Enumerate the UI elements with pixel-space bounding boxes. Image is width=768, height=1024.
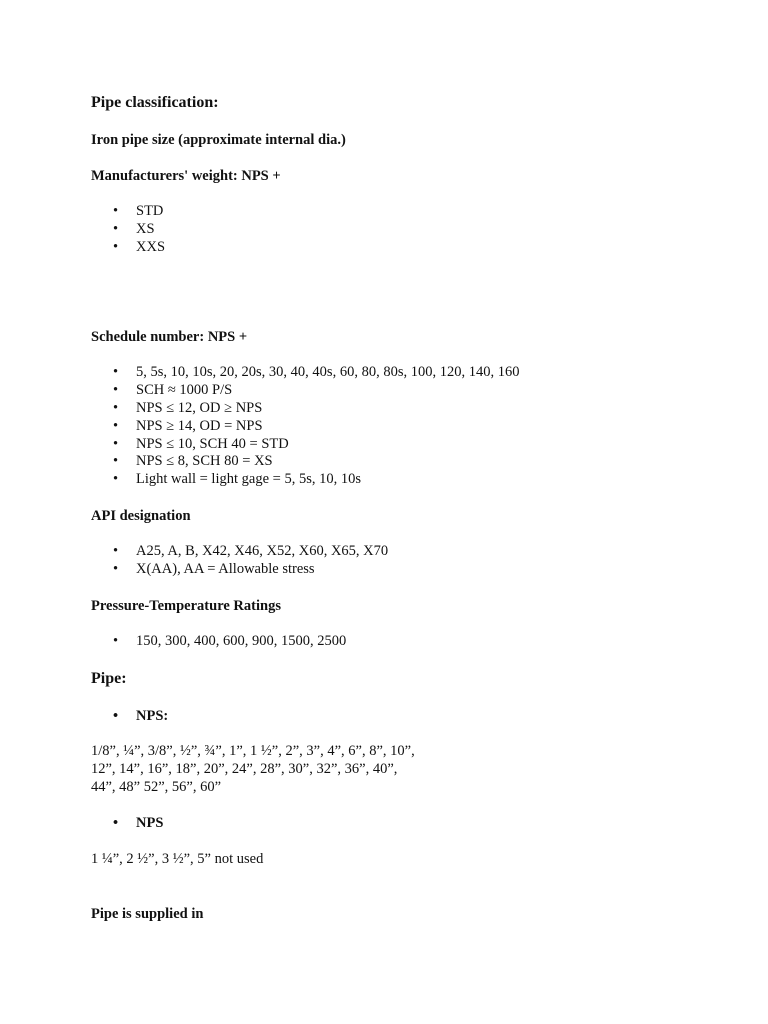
list-item: • 5, 5s, 10, 10s, 20, 20s, 30, 40, 40s, 60, 80, 80s, 100, 120, 140, 160 xyxy=(91,364,519,382)
list-item: • STD xyxy=(91,203,165,221)
nps-sizes-line: 12”, 14”, 16”, 18”, 20”, 24”, 28”, 30”, 32”, 36”, 40”, xyxy=(91,760,398,777)
list-item: • NPS: xyxy=(91,708,168,726)
list-item: • XXS xyxy=(91,239,165,257)
list-item: • NPS ≤ 12, OD ≥ NPS xyxy=(91,400,519,418)
list-item: • X(AA), AA = Allowable stress xyxy=(91,561,388,579)
api-designation-heading: API designation xyxy=(91,508,191,524)
pressure-temperature-heading: Pressure-Temperature Ratings xyxy=(91,598,281,614)
schedule-number-heading: Schedule number: NPS + xyxy=(91,329,248,345)
list-item: • XS xyxy=(91,221,165,239)
nps-not-used-text: 1 ¼”, 2 ½”, 3 ½”, 5” not used xyxy=(91,851,264,867)
list-item: • NPS ≤ 10, SCH 40 = STD xyxy=(91,436,519,454)
list-item: • A25, A, B, X42, X46, X52, X60, X65, X70 xyxy=(91,543,388,561)
pipe-supplied-heading: Pipe is supplied in xyxy=(91,906,204,922)
nps-list-2 xyxy=(91,815,163,833)
manufacturers-weight-heading: Manufacturers' weight: NPS + xyxy=(91,168,281,184)
nps-list-1 xyxy=(91,708,168,726)
list-item: • NPS xyxy=(91,815,163,833)
api-designation-list xyxy=(91,543,388,579)
pressure-temperature-list xyxy=(91,633,346,651)
page-title: Pipe classification: xyxy=(91,94,219,111)
nps-sizes-line: 1/8”, ¼”, 3/8”, ½”, ¾”, 1”, 1 ½”, 2”, 3”, 4”, 6”, 8”, 10”, xyxy=(91,743,415,759)
manufacturers-weight-list xyxy=(91,203,165,257)
list-item: • NPS ≤ 8, SCH 80 = XS xyxy=(91,453,519,471)
nps-sizes-line: 44”, 48” 52”, 56”, 60” xyxy=(91,778,222,795)
list-item: • SCH ≈ 1000 P/S xyxy=(91,382,519,400)
nps-sizes-paragraph xyxy=(91,743,415,796)
iron-pipe-heading: Iron pipe size (approximate internal dia.) xyxy=(91,132,346,148)
schedule-number-list xyxy=(91,364,519,489)
list-item: • NPS ≥ 14, OD = NPS xyxy=(91,418,519,436)
list-item: • 150, 300, 400, 600, 900, 1500, 2500 xyxy=(91,633,346,651)
list-item: • Light wall = light gage = 5, 5s, 10, 10s xyxy=(91,471,519,489)
pipe-heading: Pipe: xyxy=(91,670,127,687)
